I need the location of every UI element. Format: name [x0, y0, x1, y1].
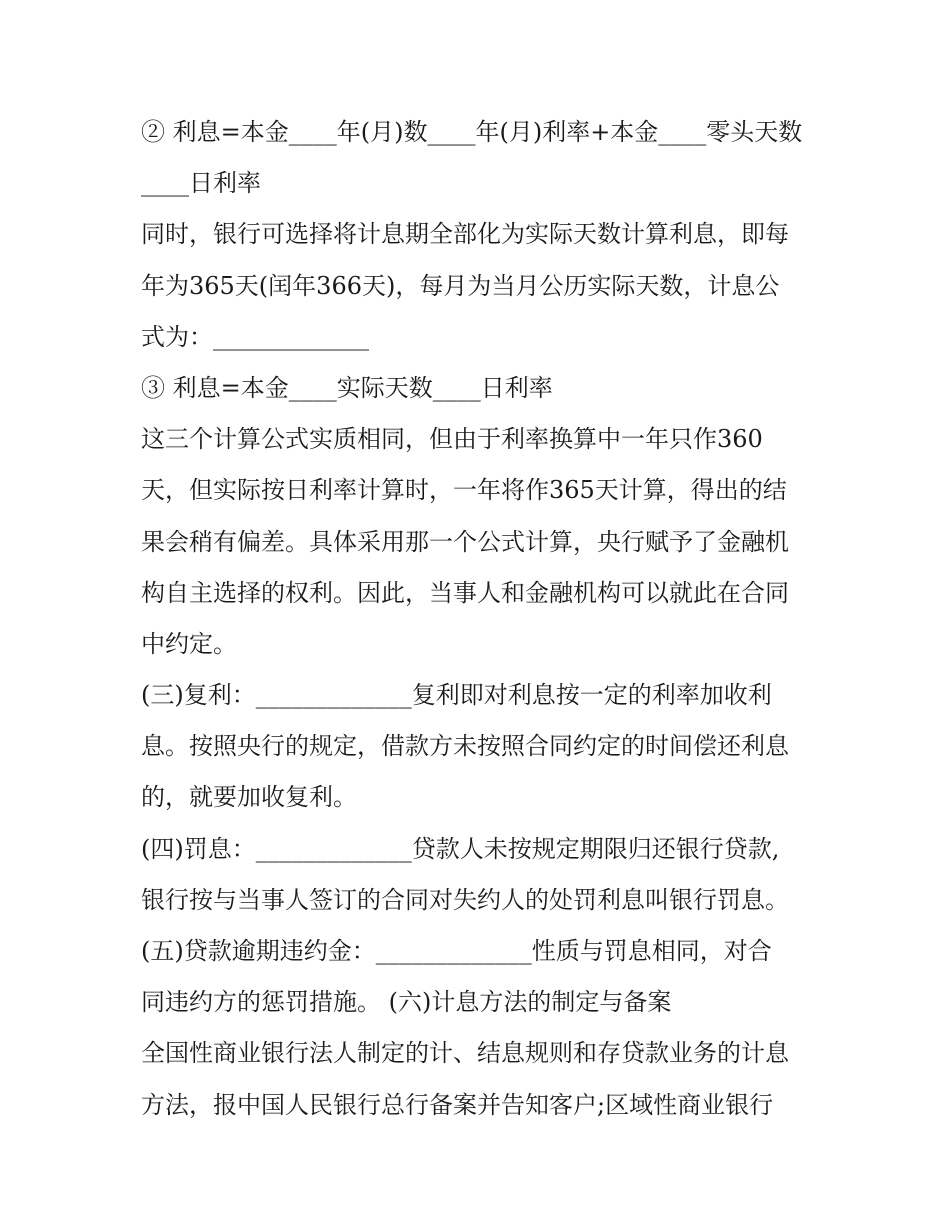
text-line: 同违约方的惩罚措施。 (六)计息方法的制定与备案 [141, 988, 672, 1017]
text-line: 天，但实际按日利率计算时，一年将作365天计算，得出的结 [141, 476, 787, 505]
text-line: 这三个计算公式实质相同，但由于利率换算中一年只作360 [141, 425, 763, 454]
text-line: 式为：_____________ [141, 322, 369, 351]
text-line: 中约定。 [141, 629, 237, 658]
text-line: ② 利息=本金____年(月)数____年(月)利率+本金____零头天数 [141, 118, 803, 146]
text-line: ____日利率 [141, 169, 261, 198]
text-line: 息。按照央行的规定，借款方未按照合同约定的时间偿还利息 [141, 732, 789, 761]
text-line: 银行按与当事人签订的合同对失约人的处罚利息叫银行罚息。 [141, 885, 789, 914]
text-line: 全国性商业银行法人制定的计、结息规则和存贷款业务的计息 [141, 1039, 789, 1068]
text-line: 果会稍有偏差。具体采用那一个公式计算，央行赋予了金融机 [141, 527, 789, 556]
text-line: 方法，报中国人民银行总行备案并告知客户;区域性商业银行 [141, 1090, 774, 1119]
text-line: 年为365天(闰年366天)，每月为当月公历实际天数，计息公 [141, 271, 780, 300]
text-line: (四)罚息：_____________贷款人未按规定期限归还银行贷款, [141, 834, 780, 863]
text-line: (三)复利：_____________复利即对利息按一定的利率加收利 [141, 681, 772, 710]
text-line: (五)贷款逾期违约金：_____________性质与罚息相同，对合 [141, 937, 772, 965]
text-line: ③ 利息=本金____实际天数____日利率 [141, 373, 553, 402]
document-body [141, 107, 821, 1131]
text-line: 的，就要加收复利。 [141, 783, 357, 812]
text-line: 构自主选择的权利。因此，当事人和金融机构可以就此在合同 [141, 578, 789, 607]
text-line: 同时，银行可选择将计息期全部化为实际天数计算利息，即每 [141, 220, 789, 249]
